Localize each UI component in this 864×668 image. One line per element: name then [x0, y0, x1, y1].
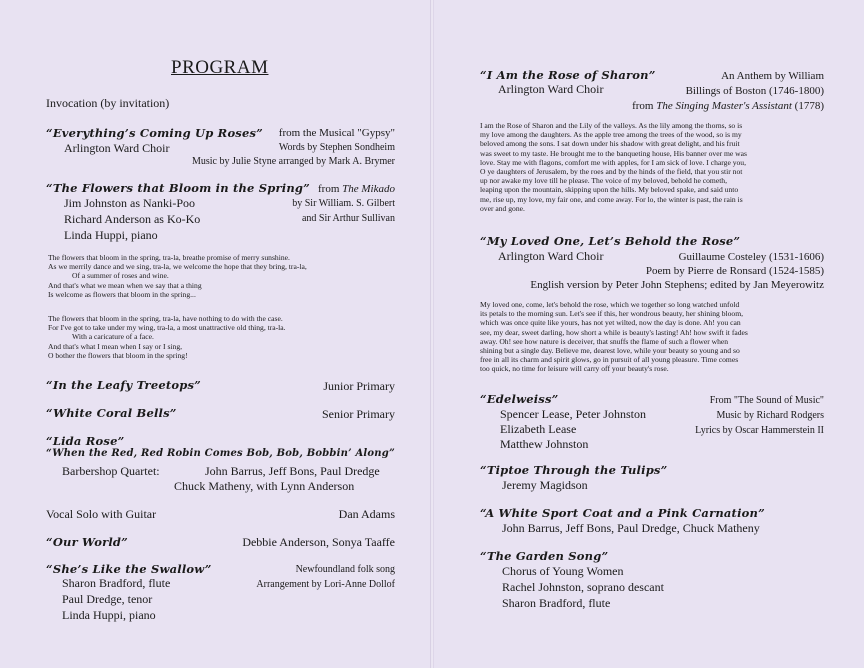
quartet-names-2: Chuck Matheny, with Lynn Anderson — [174, 479, 355, 493]
performer-sportcoat: John Barrus, Jeff Bons, Paul Dredge, Chuck Matheny — [502, 521, 760, 535]
song-title-loved: “My Loved One, Let’s Behold the Rose” — [480, 234, 741, 248]
performer-edelweiss-3: Matthew Johnston — [500, 437, 589, 451]
song-title-sharon: “I Am the Rose of Sharon” — [480, 68, 656, 82]
source-swallow: Newfoundland folk song — [295, 564, 395, 575]
source-flowers: from The Mikado — [318, 183, 395, 195]
performer-swallow-1: Sharon Bradford, flute — [62, 576, 171, 590]
text-sharon: I am the Rose of Sharon and the Lily of the valleys. As the lily among the thorns, so is my love among the daughters. As the apple tree among the trees of the wood, so is my beloved among the sons. I sat down under his shadow with great delight, and his fruit was sweet to my taste. He brought me to the banqueting house, His banner over me was love. Stay me with flagons, comfort me with apples, for I am sick of love. I charge you, O ye daughters of Jerusalem, by the roes and by the hinds of the field, that you stir not up nor awake my love till he please. The voice of my beloved, behold he cometh, leaping upon the mountain, skipping upon the hills. My beloved spake, and said unto me, rise up, my love, my fair one, and come away. For lo, the winter is past, the rain is over and gone. — [480, 121, 747, 213]
invocation-line: Invocation (by invitation) — [46, 96, 170, 110]
song-title-edelweiss: “Edelweiss” — [480, 392, 559, 406]
performer-sharon: Arlington Ward Choir — [498, 82, 604, 96]
credit-sharon-2: Billings of Boston (1746-1800) — [685, 85, 824, 97]
lyrics-verse-1: The flowers that bloom in the spring, tra-la, breathe promise of merry sunshine. As we merrily dance and we sing, tra-la, we welcome the hope that they bring, tra-la, Of a summer of roses and wine. And that's what we mean when we say that a thing Is welcome as flowers that bloom in the spring... — [48, 253, 307, 299]
performer-swallow-3: Linda Huppi, piano — [62, 608, 156, 622]
song-title-swallow: “She’s Like the Swallow” — [46, 562, 212, 576]
song-title-coral: “White Coral Bells” — [46, 406, 177, 420]
song-title-garden: “The Garden Song” — [480, 549, 609, 563]
performer-vocal: Dan Adams — [338, 507, 395, 521]
credit-sharon-1: An Anthem by William — [721, 70, 824, 82]
song-title-world: “Our World” — [46, 535, 128, 549]
credit-loved-2: Poem by Pierre de Ronsard (1524-1585) — [645, 265, 824, 277]
performer-flowers-3: Linda Huppi, piano — [64, 228, 158, 242]
song-title-leafy: “In the Leafy Treetops” — [46, 378, 201, 392]
credit-sharon-3: from The Singing Master's Assistant (1778) — [632, 100, 824, 112]
performer-loved: Arlington Ward Choir — [498, 249, 604, 263]
credit-edelweiss-3: Lyrics by Oscar Hammerstein II — [695, 425, 824, 436]
performer-garden-1: Chorus of Young Women — [502, 564, 624, 578]
credit-edelweiss-1: From "The Sound of Music" — [709, 395, 824, 406]
performer-edelweiss-1: Spencer Lease, Peter Johnston — [500, 407, 646, 421]
performer-edelweiss-2: Elizabeth Lease — [500, 422, 577, 436]
song-title-lida: “Lida Rose” — [46, 434, 125, 448]
song-title-robin: “When the Red, Red Robin Comes Bob, Bob, Bobbin’ Along” — [46, 448, 395, 459]
song-title-tulips: “Tiptoe Through the Tulips” — [480, 463, 668, 477]
performer-world: Debbie Anderson, Sonya Taaffe — [242, 535, 395, 549]
source-everything: from the Musical "Gypsy" — [278, 127, 395, 139]
program-title: PROGRAM — [171, 57, 269, 78]
lyrics-verse-2: The flowers that bloom in the spring, tra-la, have nothing to do with the case. For I've got to take under my wing, tra-la, a most unattractive old thing, tra-la. With a caricature of a face. And that's what I mean when I say or I sing, O bother the flowers that bloom in the spring! — [48, 314, 286, 360]
performer-garden-2: Rachel Johnston, soprano descant — [502, 580, 664, 594]
performer-swallow-2: Paul Dredge, tenor — [62, 592, 153, 606]
left-page — [0, 0, 430, 668]
credit-edelweiss-2: Music by Richard Rodgers — [716, 410, 824, 421]
credit-flowers-2: and Sir Arthur Sullivan — [301, 213, 395, 224]
credit-flowers-1: by Sir William. S. Gilbert — [292, 198, 395, 209]
performer-flowers-2: Richard Anderson as Ko-Ko — [64, 212, 201, 226]
song-title-flowers: “The Flowers that Bloom in the Spring” — [46, 181, 310, 195]
song-title-sportcoat: “A White Sport Coat and a Pink Carnation” — [480, 506, 765, 520]
performer-flowers-1: Jim Johnston as Nanki-Poo — [64, 196, 196, 210]
performer-coral: Senior Primary — [322, 407, 395, 421]
text-loved: My loved one, come, let's behold the rose, which we together so long watched unfold its petals to the morning sun. Let's see if this, her wondrous beauty, her shining bloom, which was once quite like yours, has not yet wilted, now the day is done. Ah! you can see, my dear, sweet darling, how short a while is beauty's lasting! Ah! how swift it fades away. Oh! see how nature is deceiver, that snuffs the flame of such a flower when shining but a single day. Believe me, dearest love, while your beauty so young and so free in all its charm and spirit glows, go in pursuit of all young pleasure. Time comes too quick, no time for leisure will carry off your beauty's rose. — [480, 300, 748, 374]
quartet-names-1: John Barrus, Jeff Bons, Paul Dredge — [205, 464, 380, 478]
words-credit-everything: Words by Stephen Sondheim — [278, 142, 395, 153]
credit-loved-3: English version by Peter John Stephens; edited by Jan Meyerowitz — [530, 279, 824, 291]
right-page — [434, 0, 864, 668]
music-credit-everything: Music by Julie Styne arranged by Mark A. Brymer — [191, 156, 395, 167]
performer-garden-3: Sharon Bradford, flute — [502, 596, 611, 610]
credit-loved-1: Guillaume Costeley (1531-1606) — [678, 251, 824, 263]
song-title-everything: “Everything’s Coming Up Roses” — [46, 126, 263, 140]
performer-everything: Arlington Ward Choir — [64, 141, 170, 155]
performer-label-quartet: Barbershop Quartet: — [62, 464, 160, 478]
performer-leafy: Junior Primary — [323, 379, 395, 393]
performer-tulips: Jeremy Magidson — [502, 478, 588, 492]
vocal-solo-label: Vocal Solo with Guitar — [46, 507, 157, 521]
arrangement-swallow: Arrangement by Lori-Anne Dollof — [256, 579, 395, 590]
